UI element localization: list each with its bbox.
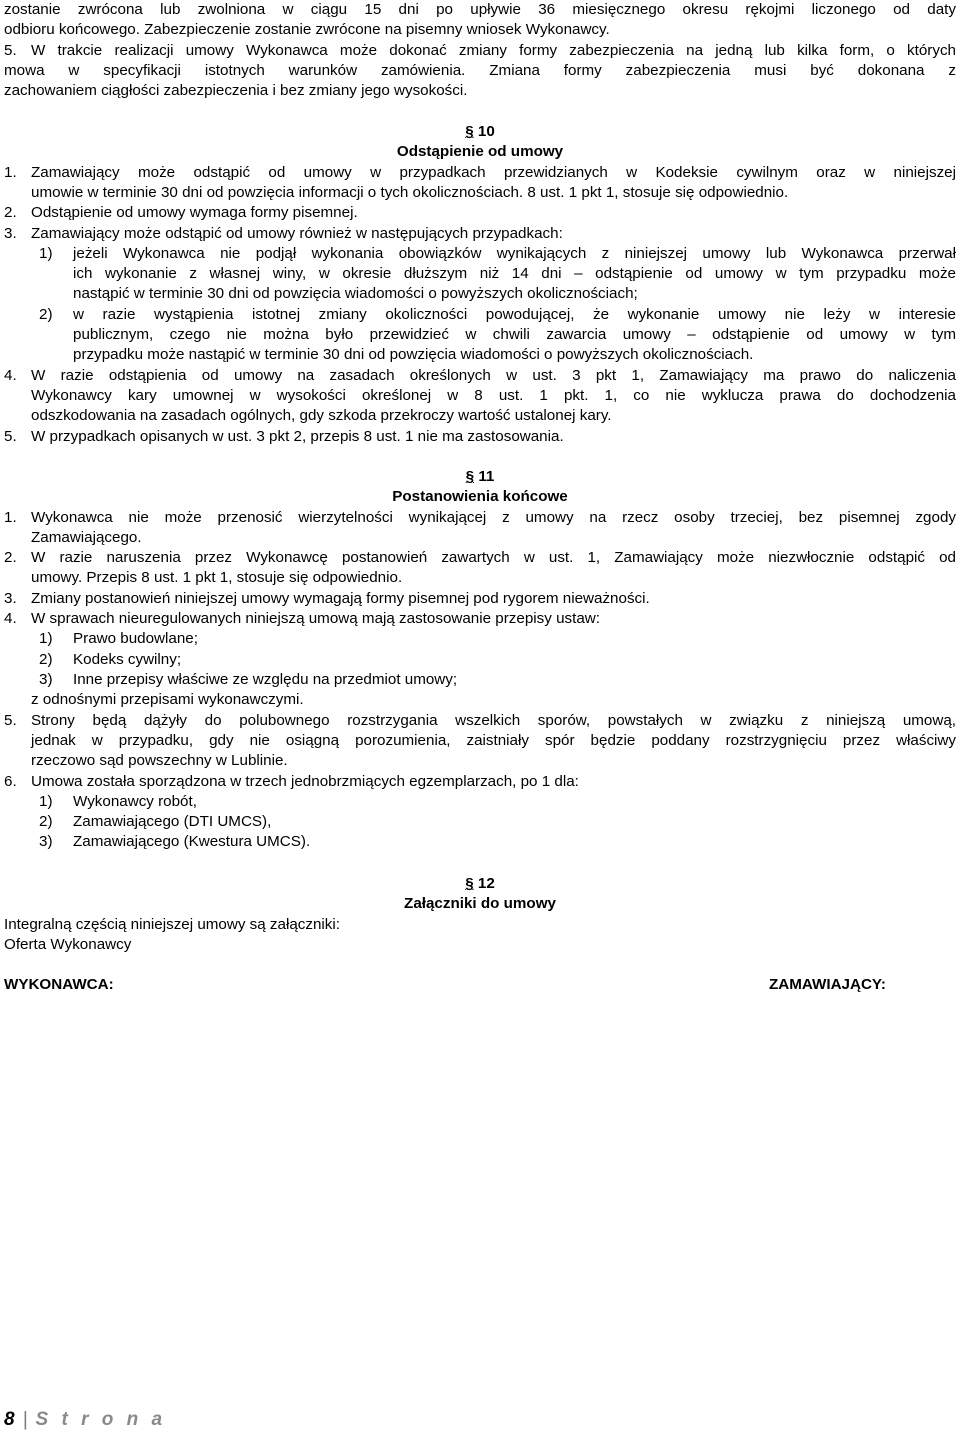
list-number: 3. xyxy=(4,589,17,607)
section-sign: § xyxy=(465,875,474,892)
s11-paragraph-4: W sprawach nieuregulowanych niniejszą umową mają zastosowanie przepisy ustaw: xyxy=(31,610,600,628)
section-12-title: Załączniki do umowy xyxy=(404,895,556,913)
sublist-number: 2) xyxy=(39,813,53,831)
s11-p4-item-3: Inne przepisy właściwe ze względu na przedmiot umowy; xyxy=(73,671,458,688)
sublist-number: 3) xyxy=(39,833,53,851)
s10-p3-item-2 xyxy=(73,305,956,366)
text-line: publicznym, czego nie można było przewidzieć w chwili zawarcia umowy – odstąpienie od umowy w tym xyxy=(73,325,956,343)
page-number: 8 xyxy=(4,1409,19,1430)
text-line: odszkodowania na zasadach ogólnych, gdy szkoda przekroczy wartość ustalonej kary. xyxy=(31,407,612,425)
list-number: 1. xyxy=(4,163,17,181)
list-number: 4. xyxy=(4,610,17,628)
list-number: 5. xyxy=(4,427,17,445)
paragraph-5 xyxy=(31,41,956,61)
section-number: 12 xyxy=(477,875,495,892)
s10-paragraph-3: Zamawiający może odstąpić od umowy również w następujących przypadkach: xyxy=(31,224,563,242)
sublist-number: 2) xyxy=(39,650,53,668)
s10-p3-item-1 xyxy=(73,244,956,305)
list-number: 2. xyxy=(4,204,17,222)
text-line: Zamawiający może odstąpić od umowy w przypadkach przewidzianych w Kodeksie cywilnym oraz w niniejszej xyxy=(31,163,956,181)
s11-p6-item-2: Zamawiającego (DTI UMCS), xyxy=(73,813,272,831)
page-label: S t r o n a xyxy=(35,1409,167,1430)
text-line: Zamawiającego. xyxy=(31,528,142,546)
text-line: Wykonawca nie może przenosić wierzytelności wynikającej z umowy na rzecz osoby trzeciej, bez pisemnej zgody xyxy=(31,508,956,526)
section-number: 11 xyxy=(478,468,495,485)
text-line: odbioru końcowego. Zabezpieczenie zostanie zwrócone na pisemny wniosek Wykonawcy. xyxy=(4,21,610,39)
text-line: Oferta Wykonawcy xyxy=(4,935,132,953)
sublist-number: 1) xyxy=(39,244,53,262)
signature-client-label: ZAMAWIAJĄCY: xyxy=(769,976,886,993)
text-line: jeżeli Wykonawca nie podjął wykonania obowiązków wynikających z niniejszej umowy lub Wykonawca przerwał xyxy=(73,244,956,262)
text-line: zachowaniem ciągłości zabezpieczenia i bez zmiany jego wysokości. xyxy=(4,82,468,100)
s10-paragraph-4 xyxy=(31,366,956,427)
text-line: ich wykonanie z własnej winy, w okresie dłuższym niż 14 dni – odstąpienie od umowy w tym przypadku może xyxy=(73,265,956,283)
text-line: umowy. Przepis 8 ust. 1 pkt 1, stosuje się odpowiednio. xyxy=(31,569,403,587)
text-line: zostanie zwrócona lub zwolniona w ciągu 15 dni po upływie 36 miesięcznego okresu rękojmi liczonego od daty xyxy=(4,1,956,18)
section-11-number xyxy=(0,467,960,487)
text-line: Wykonawcy kary umownej w wysokości określonej w 8 ust. 1 pkt. 1, co nie wyklucza prawa do dochodzenia xyxy=(31,386,956,404)
s10-paragraph-1 xyxy=(31,163,956,204)
section-12-number xyxy=(0,874,960,894)
top-continuation xyxy=(4,0,956,41)
section-10-title: Odstąpienie od umowy xyxy=(396,143,564,161)
text-line: rzeczowo sąd powszechny w Lublinie. xyxy=(31,752,288,770)
list-number: 2. xyxy=(4,549,17,567)
s11-p6-item-1: Wykonawcy robót, xyxy=(73,792,197,810)
s11-paragraph-6: Umowa została sporządzona w trzech jednobrzmiących egzemplarzach, po 1 dla: xyxy=(31,772,579,790)
list-number: 6. xyxy=(4,772,17,790)
s10-paragraph-5: W przypadkach opisanych w ust. 3 pkt 2, przepis 8 ust. 1 nie ma zastosowania. xyxy=(31,427,564,445)
text-line: W razie odstąpienia od umowy na zasadach określonych w ust. 3 pkt 1, Zamawiający ma prawo do naliczenia xyxy=(31,366,956,384)
page-footer xyxy=(4,1410,166,1430)
list-number: 1. xyxy=(4,508,17,526)
sublist-number: 2) xyxy=(39,305,53,323)
sublist-number: 1) xyxy=(39,630,53,648)
signature-contractor-label: WYKONAWCA: xyxy=(4,976,114,993)
s11-paragraph-5 xyxy=(31,711,956,772)
list-number: 4. xyxy=(4,366,17,384)
list-number: 5. xyxy=(4,41,17,59)
s11-paragraph-1 xyxy=(31,508,956,549)
section-number: 10 xyxy=(477,123,495,140)
section-sign: § xyxy=(465,468,475,485)
paragraph-5-continued xyxy=(4,61,956,102)
text-line: Integralną częścią niniejszej umowy są załączniki: xyxy=(4,915,340,933)
text-line: W trakcie realizacji umowy Wykonawca może dokonać zmiany formy zabezpieczenia na jedną lub kilka form, o których xyxy=(31,41,956,59)
s11-p4-item-1: Prawo budowlane; xyxy=(73,630,198,648)
s11-paragraph-2 xyxy=(31,548,956,589)
footer-separator: | xyxy=(22,1409,32,1430)
text-line: mowa w specyfikacji istotnych warunków zamówienia. Zmiana formy zabezpieczenia musi być dokonana z xyxy=(4,61,956,79)
section-sign: § xyxy=(465,123,474,140)
text-line: przypadku może nastąpić w terminie 30 dni od powzięcia wiadomości o powyższych okolicznościach. xyxy=(73,346,754,364)
s10-paragraph-2: Odstąpienie od umowy wymaga formy pisemnej. xyxy=(31,204,358,222)
s11-p4-item-2: Kodeks cywilny; xyxy=(73,650,182,668)
text-line: nastąpić w terminie 30 dni od powzięcia wiadomości o powyższych okolicznościach; xyxy=(73,285,638,303)
sublist-number: 1) xyxy=(39,792,53,810)
s11-paragraph-3: Zmiany postanowień niniejszej umowy wymagają formy pisemnej pod rygorem nieważności. xyxy=(31,589,650,607)
s12-body xyxy=(4,915,956,956)
list-number: 3. xyxy=(4,224,17,242)
section-10-number xyxy=(0,122,960,142)
list-number: 5. xyxy=(4,711,17,729)
text-line: Strony będą dążyły do polubownego rozstrzygania wszelkich sporów, powstałych w związku z niniejszą umową, xyxy=(31,711,956,729)
text-line: umowie w terminie 30 dni od powzięcia informacji o tych okolicznościach. 8 ust. 1 pkt 1, stosuje się odpowiednio. xyxy=(31,183,789,201)
s11-p4-tail: z odnośnymi przepisami wykonawczymi. xyxy=(31,691,304,709)
text-line: jednak w przypadku, gdy nie osiągną porozumienia, zaistniały spór będzie poddany rozstrzygnięciu przez właściwy xyxy=(31,731,956,749)
section-11-title: Postanowienia końcowe xyxy=(392,488,568,506)
s11-p6-item-3: Zamawiającego (Kwestura UMCS). xyxy=(73,833,311,851)
text-line: w razie wystąpienia istotnej zmiany okoliczności powodującej, że wykonanie umowy nie leży w interesie xyxy=(73,305,956,323)
sublist-number: 3) xyxy=(39,671,53,688)
text-line: W razie naruszenia przez Wykonawcę postanowień zawartych w ust. 1, Zamawiający może niezwłocznie odstąpić od xyxy=(31,549,956,567)
